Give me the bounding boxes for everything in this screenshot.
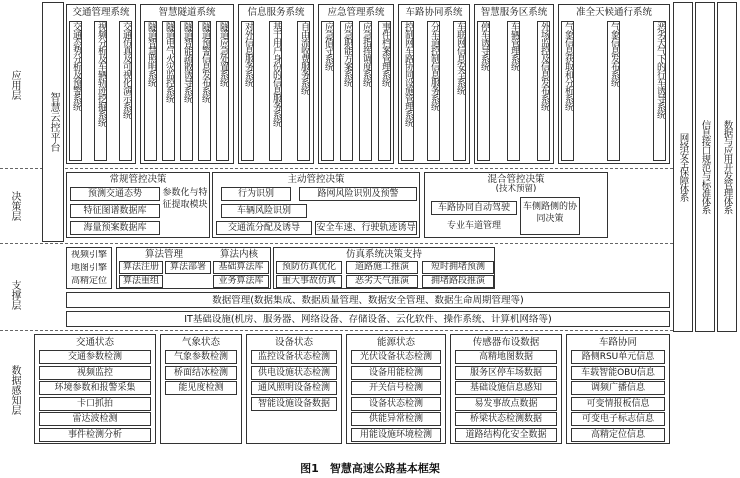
- sensing-item: 桥梁状态检测数据: [455, 412, 557, 426]
- simulation-box: [273, 247, 495, 289]
- decision-item: 交通流分配及诱导: [216, 221, 312, 235]
- algo-item: 业务算法库: [213, 275, 269, 288]
- sensing-item: 供能异常检测: [351, 412, 441, 426]
- algo-item: 算法重组: [119, 275, 163, 288]
- it-infrastructure-bar: [66, 311, 670, 327]
- sensing-group: [34, 334, 156, 444]
- sensing-item: 供电设施状态检测: [251, 366, 337, 380]
- sensing-item: 气象参数检测: [165, 350, 237, 364]
- sim-item: 重大事故仿真: [276, 275, 342, 288]
- layer-label-sensing: 数据感知层: [9, 365, 20, 415]
- security-column-label: 网络安全保障体系: [677, 133, 689, 201]
- sim-item: 预防仿真优化: [276, 261, 342, 274]
- app-system-title: 应急管理系统: [327, 7, 385, 18]
- active-decision: [212, 172, 420, 238]
- app-system-title: 准全天候通行系统: [575, 7, 652, 18]
- interface-column-label: 信息接口规范与标准体系: [699, 120, 711, 214]
- sensing-group-title: 气象状态: [181, 337, 220, 348]
- app-subsystem: 应急指挥调度系统: [359, 21, 372, 161]
- app-subsystem: 隧道预警信息发布系统: [198, 21, 211, 161]
- data-dev-column: [717, 2, 737, 332]
- cloud-platform-label: 智慧云控平台: [48, 92, 59, 152]
- sensing-item: 可变情报板信息: [571, 397, 665, 411]
- app-subsystem: 事件档案管理系统: [378, 21, 391, 161]
- sim-item: 拥堵路段推演: [422, 275, 494, 288]
- sensing-item: 易发事故点数据: [455, 397, 557, 411]
- app-subsystem: 分车道控制信息服务系统: [427, 21, 440, 161]
- sensing-item: 用能设施环境检测: [351, 428, 441, 442]
- sim-item: 恶劣天气推演: [346, 275, 418, 288]
- sensing-item: 能见度检测: [165, 381, 237, 395]
- interface-column: [695, 2, 715, 332]
- app-subsystem: 隧道应急处置系统: [216, 21, 229, 161]
- app-subsystem: 对外信息服务系统: [241, 21, 254, 161]
- sensing-item: 服务区停车场数据: [455, 366, 557, 380]
- sensing-item: 事件检测分析: [39, 428, 151, 442]
- video-engines: [66, 247, 112, 289]
- app-system-title: 交通管理系统: [72, 7, 130, 18]
- app-subsystem: 恶劣天气下的行车诱导系统: [653, 21, 666, 161]
- hybrid-title: 混合管控决策: [487, 174, 545, 185]
- security-column: [673, 2, 693, 332]
- active-title: 主动管控决策: [287, 174, 345, 185]
- app-subsystem: 车联网信息安全系统: [453, 21, 466, 161]
- sensing-item: 交通参数检测: [39, 350, 151, 364]
- decision-item: 专业车道管理: [446, 221, 501, 231]
- sensing-item: 高精地图数据: [455, 350, 557, 364]
- sensing-group-title: 交通状态: [75, 337, 114, 348]
- decision-item: 车路协同自动驾驶: [431, 201, 517, 215]
- layer-label-decision: 决策层: [9, 191, 20, 221]
- decision-item: 特征图谱数据库: [70, 204, 160, 218]
- cloud-platform-box: [42, 2, 64, 242]
- app-subsystem: 气象信息发布系统: [607, 21, 620, 161]
- algo-item: 算法注册: [119, 261, 163, 274]
- app-subsystem: 车辆管理系统: [507, 21, 520, 161]
- app-system-box: [140, 4, 234, 164]
- sensing-item: 卡口抓拍: [39, 397, 151, 411]
- sensing-item: 可变电子标志信息: [571, 412, 665, 426]
- decision-item: 行为识别: [221, 187, 291, 201]
- app-subsystem: 交通态势分析及预警系统: [69, 21, 82, 161]
- figure-caption: 图1 智慧高速公路基本框架: [300, 462, 440, 475]
- layer-divider: [0, 243, 678, 244]
- sensing-item: 视频监控: [39, 366, 151, 380]
- app-subsystem: 停车诱导系统: [477, 21, 490, 161]
- sensing-item: 设备用能检测: [351, 366, 441, 380]
- app-subsystem: 视频分析及车辆轨迹挖掘系统: [94, 21, 107, 161]
- decision-item: 预测交通态势: [70, 187, 160, 201]
- it-infrastructure-label: IT基础设施(机房、服务器、网络设备、存储设备、云化软件、操作系统、计算机网络等): [184, 313, 552, 325]
- sim-item: 短时拥堵预测: [422, 261, 494, 274]
- sensing-group-title: 设备状态: [274, 337, 313, 348]
- app-system-box: [558, 4, 670, 164]
- decision-item: 车侧路侧的协同决策: [520, 197, 580, 235]
- decision-item: 海量预案数据库: [70, 221, 160, 235]
- conventional-decision: [66, 172, 210, 238]
- app-subsystem: 隧道智能疏散诱导系统: [180, 21, 193, 161]
- sensing-item: 道路结构化安全数据: [455, 428, 557, 442]
- decision-item: 安全车速、行驶轨迹诱导: [316, 223, 416, 233]
- sim-item: 道路施工推演: [346, 261, 418, 274]
- engine-item: 地图引擎: [70, 263, 107, 273]
- sensing-group-title: 能源状态: [376, 337, 415, 348]
- app-subsystem: 隧道智慧照明系统: [144, 21, 157, 161]
- sensing-item: 路侧RSU单元信息: [571, 350, 665, 364]
- engine-item: 视频引擎: [70, 250, 107, 260]
- app-subsystem: 应急职能方案系统: [340, 21, 353, 161]
- sensing-group-title: 车路协同: [598, 337, 637, 348]
- app-system-box: [238, 4, 314, 164]
- sensing-group: [450, 334, 562, 444]
- sensing-item: 高精定位信息: [571, 428, 665, 442]
- sensing-item: 监控设备状态检测: [251, 350, 337, 364]
- app-system-title: 车路协同系统: [405, 7, 463, 18]
- app-subsystem: 隧道电气火灾监控系统: [162, 21, 175, 161]
- algo-core-title: 算法内核: [219, 249, 258, 260]
- sensing-item: 智能设施设备数据: [251, 397, 337, 411]
- data-dev-column-label: 数据与应用开发管理体系: [721, 120, 733, 214]
- app-system-box: [474, 4, 554, 164]
- app-system-title: 信息服务系统: [247, 7, 305, 18]
- sensing-item: 车载智能OBU信息: [571, 366, 665, 380]
- app-subsystem: 基于用户身份的信息服务系统: [269, 21, 282, 161]
- sensing-group: [346, 334, 446, 444]
- simulation-title: 仿真系统决策支持: [345, 249, 422, 260]
- app-system-box: [398, 4, 470, 164]
- sensing-item: 调频广播信息: [571, 381, 665, 395]
- layer-divider: [0, 168, 678, 169]
- hybrid-decision: [424, 172, 608, 238]
- app-subsystem: 自由流收费服务系统: [297, 21, 310, 161]
- engine-item: 高精定位: [70, 276, 107, 286]
- data-management-label: 数据管理(数据集成、数据质量管理、数据安全管理、数据生命周期管理等): [212, 294, 524, 306]
- sensing-item: 雷达波检测: [39, 412, 151, 426]
- app-system-box: [66, 4, 136, 164]
- app-subsystem: 外场监控及信息发布系统: [537, 21, 550, 161]
- layer-divider: [0, 330, 678, 331]
- algo-item: 算法部署: [165, 261, 211, 274]
- app-subsystem: 控制网车路协同设施管理系统: [401, 21, 414, 161]
- decision-item: 路网风险识别及预警: [299, 187, 417, 201]
- hybrid-subtitle: (技术预留): [495, 184, 537, 194]
- sensing-item: 光伏设备状态检测: [351, 350, 441, 364]
- sensing-item: 开关信号检测: [351, 381, 441, 395]
- sensing-group: [246, 334, 342, 444]
- feature-extraction-module: 参数化与特征提取模块: [162, 188, 208, 210]
- sensing-item: 基础设施信息感知: [455, 381, 557, 395]
- sensing-item: 桥面结冰检测: [165, 366, 237, 380]
- conventional-title: 常规管控决策: [109, 174, 167, 185]
- sensing-item: 环境参数和报警采集: [39, 381, 151, 395]
- algorithm-box: [116, 247, 271, 289]
- app-system-box: [318, 4, 394, 164]
- data-management-bar: [66, 292, 670, 308]
- app-subsystem: 气象信息获取和分析系统: [561, 21, 574, 161]
- sensing-item: 设备状态检测: [351, 397, 441, 411]
- sensing-group-title: 传感器布设数据: [472, 337, 540, 348]
- algo-mgmt-title: 算法管理: [144, 249, 183, 260]
- decision-item: 车辆风险识别: [221, 204, 307, 218]
- sensing-group: [566, 334, 670, 444]
- app-subsystem: 应急值守系统: [321, 21, 334, 161]
- algo-item: 基础算法库: [213, 261, 269, 274]
- app-system-title: 智慧服务区系统: [480, 7, 548, 18]
- sensing-item: 通风照明设备检测: [251, 381, 337, 395]
- layer-label-support: 支撑层: [9, 280, 20, 310]
- app-subsystem: 交通仿真及可视化演示系统: [119, 21, 132, 161]
- layer-label-application: 应用层: [9, 70, 20, 100]
- sensing-group: [160, 334, 242, 444]
- app-system-title: 智慧隧道系统: [158, 7, 216, 18]
